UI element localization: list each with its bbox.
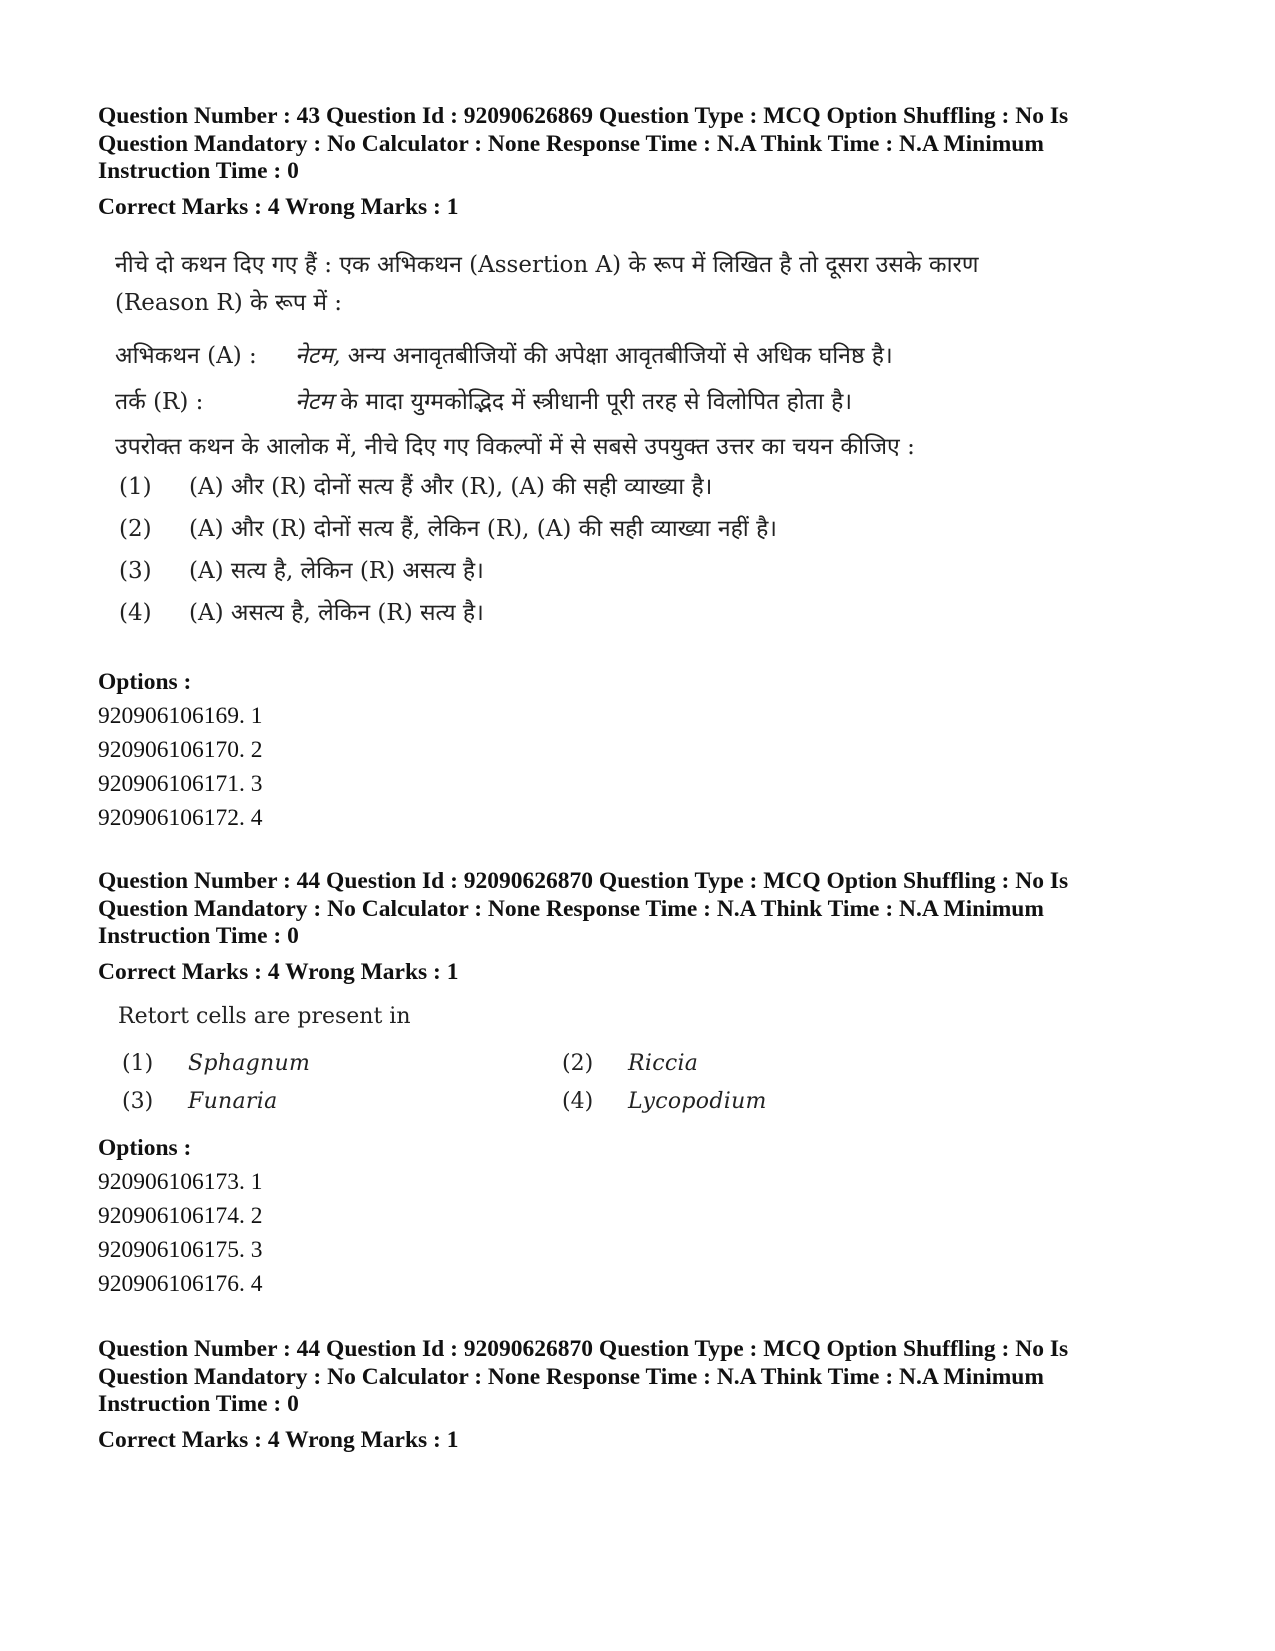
question-44-options	[98, 1131, 1198, 1301]
choice-item	[115, 550, 1115, 592]
question-43-options	[98, 665, 1198, 835]
choice-item	[115, 466, 1115, 508]
reason-term: नेटम	[295, 389, 334, 415]
question-43-header	[98, 103, 1198, 221]
choice-item	[118, 1084, 558, 1120]
options-heading: Options :	[98, 1135, 192, 1161]
question-marks: Correct Marks : 4 Wrong Marks : 1	[98, 1426, 459, 1453]
choice-number: (3)	[119, 558, 152, 584]
assertion-text: अन्य अनावृतबीजियों की अपेक्षा आवृतबीजियों से अधिक घनिष्ठ है।	[340, 343, 893, 369]
question-meta-line: Instruction Time : 0	[98, 1391, 299, 1417]
question-stem: (Reason R) के रूप में :	[115, 290, 343, 316]
choice-text: (A) और (R) दोनों सत्य हैं, लेकिन (R), (A) की सही व्याख्या नहीं है।	[189, 516, 778, 542]
choice-text: Sphagnum	[188, 1051, 311, 1076]
choice-item	[558, 1084, 958, 1120]
question-meta-line: Question Mandatory : No Calculator : None Response Time : N.A Think Time : N.A Minimum	[98, 1363, 1044, 1390]
option-line: 920906106173. 1	[98, 1169, 263, 1195]
option-line: 920906106176. 4	[98, 1271, 263, 1297]
assertion-label: अभिकथन (A) :	[115, 343, 257, 369]
question-marks: Correct Marks : 4 Wrong Marks : 1	[98, 958, 459, 985]
choice-grid	[118, 1046, 1018, 1120]
question-44-repeat-header	[98, 1336, 1198, 1454]
question-meta-line: Question Number : 43 Question Id : 92090626869 Question Type : MCQ Option Shuffling : No Is	[98, 103, 1069, 129]
choice-item	[118, 1046, 558, 1082]
question-meta-line: Question Number : 44 Question Id : 92090626870 Question Type : MCQ Option Shuffling : No Is	[98, 868, 1069, 894]
option-line: 920906106175. 3	[98, 1237, 263, 1263]
question-stem: नीचे दो कथन दिए गए हैं : एक अभिकथन (Assertion A) के रूप में लिखित है तो दूसरा उसके कारण	[115, 252, 979, 278]
question-instruction: उपरोक्त कथन के आलोक में, नीचे दिए गए विकल्पों में से सबसे उपयुक्त उत्तर का चयन कीजिए :	[115, 434, 915, 460]
choice-number: (1)	[122, 1051, 154, 1076]
choice-number: (1)	[119, 474, 152, 500]
question-meta-line: Question Mandatory : No Calculator : None Response Time : N.A Think Time : N.A Minimum	[98, 130, 1044, 157]
choice-text: (A) असत्य है, लेकिन (R) सत्य है।	[189, 600, 484, 626]
question-43-content	[115, 246, 1115, 634]
choice-number: (3)	[122, 1089, 154, 1114]
reason-row	[115, 382, 1115, 422]
choice-item	[115, 592, 1115, 634]
choice-number: (2)	[119, 516, 152, 542]
option-line: 920906106171. 3	[98, 771, 263, 797]
question-meta-line: Instruction Time : 0	[98, 923, 299, 949]
option-line: 920906106174. 2	[98, 1203, 263, 1229]
choice-item	[115, 508, 1115, 550]
option-line: 920906106172. 4	[98, 805, 263, 831]
reason-label: तर्क (R) :	[115, 389, 204, 415]
choice-number: (4)	[119, 600, 152, 626]
choice-text: (A) सत्य है, लेकिन (R) असत्य है।	[189, 558, 484, 584]
question-meta-line: Question Mandatory : No Calculator : None Response Time : N.A Think Time : N.A Minimum	[98, 895, 1044, 922]
choice-text: Riccia	[628, 1051, 699, 1076]
question-marks: Correct Marks : 4 Wrong Marks : 1	[98, 193, 459, 220]
question-meta-line: Question Number : 44 Question Id : 92090626870 Question Type : MCQ Option Shuffling : No Is	[98, 1336, 1069, 1362]
choice-number: (2)	[562, 1051, 594, 1076]
reason-text: के मादा युग्मकोद्भिद में स्त्रीधानी पूरी तरह से विलोपित होता है।	[333, 389, 853, 415]
option-line: 920906106170. 2	[98, 737, 263, 763]
choice-text: Funaria	[188, 1089, 278, 1114]
question-stem: Retort cells are present in	[118, 1004, 411, 1029]
choice-number: (4)	[562, 1089, 594, 1114]
choice-text: Lycopodium	[628, 1089, 767, 1114]
question-44-header	[98, 868, 1198, 986]
option-line: 920906106169. 1	[98, 703, 263, 729]
assertion-row	[115, 336, 1115, 376]
question-meta-line: Instruction Time : 0	[98, 158, 299, 184]
choice-text: (A) और (R) दोनों सत्य हैं और (R), (A) की सही व्याख्या है।	[189, 474, 713, 500]
question-44-content	[118, 1002, 1018, 1120]
assertion-term: नेटम,	[295, 343, 341, 369]
choice-item	[558, 1046, 958, 1082]
options-heading: Options :	[98, 669, 192, 695]
